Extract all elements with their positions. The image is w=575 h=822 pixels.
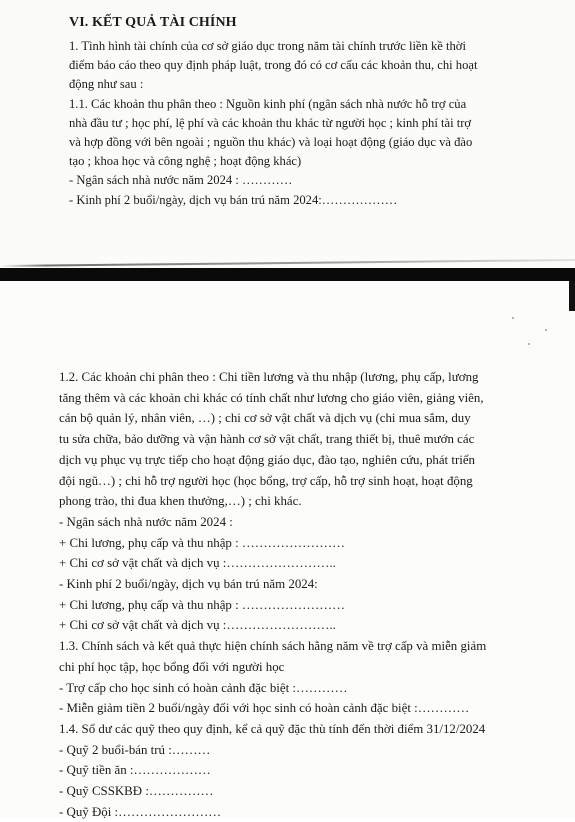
scan-speck bbox=[528, 343, 530, 345]
text-line: + Chi cơ sở vật chất và dịch vụ :…………………….. bbox=[59, 618, 336, 633]
page-corner-shadow bbox=[569, 281, 575, 311]
text-line: - Quỹ 2 buổi-bán trú :……… bbox=[59, 742, 211, 757]
text-line: 1.3. Chính sách và kết quả thực hiện chính sách hằng năm về trợ cấp và miễn giảm bbox=[59, 639, 487, 654]
document-page-bottom bbox=[0, 281, 575, 818]
text-line: tạo ; khoa học và công nghệ ; hoạt động khác) bbox=[69, 154, 302, 169]
scan-speck bbox=[512, 317, 514, 319]
document-page-top bbox=[0, 0, 575, 268]
text-line: - Quỹ tiền ăn :……………… bbox=[59, 763, 211, 778]
text-line: - Trợ cấp cho học sinh có hoàn cảnh đặc biệt :………… bbox=[59, 680, 348, 695]
text-line: 1.2. Các khoản chi phân theo : Chi tiền lương và thu nhập (lương, phụ cấp, lương bbox=[59, 370, 479, 384]
text-line: 1.1. Các khoản thu phân theo : Nguồn kinh phí (ngân sách nhà nước hỗ trợ của bbox=[69, 96, 467, 111]
text-line: tăng thêm và các khoản chi khác có tính chất như lương cho giáo viên, giảng viên, bbox=[59, 390, 484, 405]
section-body-bottom bbox=[59, 367, 559, 822]
text-line: tu sửa chữa, bảo dưỡng và vận hành cơ sở vật chất, trang thiết bị, thuê mướn các bbox=[59, 432, 475, 447]
text-line: cán bộ quản lý, nhân viên, …) ; chi cơ sở vật chất và dịch vụ (chi mua sắm, duy bbox=[59, 411, 471, 426]
section-body-top bbox=[69, 37, 549, 210]
text-line: - Kinh phí 2 buổi/ngày, dịch vụ bán trú năm 2024: bbox=[59, 577, 318, 592]
page-divider bbox=[0, 268, 575, 281]
text-line: - Miễn giảm tiền 2 buổi/ngày đối với học sinh có hoàn cảnh đặc biệt :………… bbox=[59, 701, 470, 716]
text-line: và hợp đồng với bên ngoài ; nguồn thu khác) và loại hoạt động (giáo dục và đào bbox=[69, 135, 473, 150]
text-line: - Kinh phí 2 buổi/ngày, dịch vụ bán trú năm 2024:……………… bbox=[69, 192, 398, 207]
text-line: chi phí học tập, học bổng đối với người học bbox=[59, 659, 285, 674]
text-line: - Ngân sách nhà nước năm 2024 : ………… bbox=[69, 173, 293, 188]
text-line: đội ngũ…) ; chi hỗ trợ người học (học bổng, trợ cấp, hỗ trợ sinh hoạt, hoạt động bbox=[59, 473, 473, 488]
text-line: phong trào, thi đua khen thưởng,…) ; chi khác. bbox=[59, 494, 302, 509]
text-line: - Quỹ Đội :…………………… bbox=[59, 804, 222, 819]
text-line: điểm báo cáo theo quy định pháp luật, trong đó có cơ cấu các khoản thu, chi hoạt bbox=[69, 58, 478, 73]
text-line: + Chi lương, phụ cấp và thu nhập : …………………… bbox=[59, 597, 346, 612]
text-line: + Chi lương, phụ cấp và thu nhập : …………………… bbox=[59, 535, 346, 550]
page-fold-line bbox=[0, 259, 575, 267]
text-line: - Quỹ CSSKBĐ :…………… bbox=[59, 784, 214, 799]
text-line: động như sau : bbox=[69, 77, 144, 92]
text-line: dịch vụ phục vụ trực tiếp cho hoạt động giáo dục, đào tạo, nghiên cứu, phát triển bbox=[59, 452, 475, 467]
text-line: + Chi cơ sở vật chất và dịch vụ :…………………….. bbox=[59, 556, 336, 571]
scan-speck bbox=[545, 329, 547, 331]
section-heading: VI. KẾT QUẢ TÀI CHÍNH bbox=[69, 15, 237, 30]
text-line: - Ngân sách nhà nước năm 2024 : bbox=[59, 514, 233, 529]
text-line: nhà đầu tư ; học phí, lệ phí và các khoản thu khác từ người học ; kinh phí tài trợ bbox=[69, 115, 472, 130]
text-line: 1.4. Số dư các quỹ theo quy định, kể cả quỹ đặc thù tính đến thời điểm 31/12/2024 bbox=[59, 721, 486, 736]
text-line: 1. Tình hình tài chính của cơ sở giáo dục trong năm tài chính trước liền kề thời bbox=[69, 39, 466, 53]
